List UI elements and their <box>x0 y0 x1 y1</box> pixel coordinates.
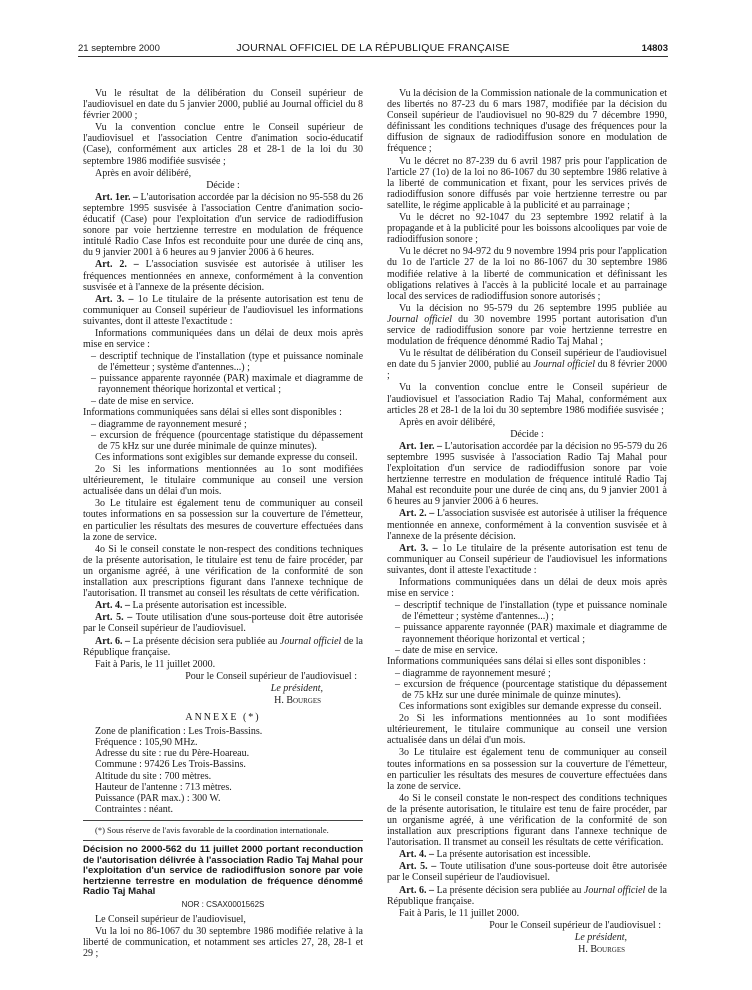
info-list <box>83 351 363 406</box>
paragraph: 3o Le titulaire est également tenu de communiquer au conseil toutes informations en sa possession sur la couverture de l'émetteur, en particulier les résultats des mesures de couverture effectuées dans la zone de service. <box>387 747 667 792</box>
decide-heading: Décide : <box>510 428 544 440</box>
list-item: – excursion de fréquence (pourcentage statistique du dépassement de 75 kHz sur une durée minimale de quinze minutes). <box>395 679 667 701</box>
decision-title: Décision no 2000-562 du 11 juillet 2000 portant reconduction de l'autorisation délivrée à l'association Radio Taj Mahal pour l'exploitation d'un service de radiodiffusion sonore par voie hertzienne terrestre en modulation de fréquence dénommé Radio Taj Mahal <box>83 843 364 898</box>
annex-item: Hauteur de l'antenne : 713 mètres. <box>95 781 232 793</box>
annex-footnote: (*) Sous réserve de l'avis favorable de la coordination internationale. <box>95 824 329 835</box>
article-4: Art. 4. – La présente autorisation est incessible. <box>399 849 591 861</box>
article-label: Art. 1er. – <box>95 191 138 203</box>
article-1: Art. 1er. – L'autorisation accordée par la décision no 95-579 du 26 septembre 1995 susvisée à l'association Radio Taj Mahal pour l'exploitation d'un service de radiodiffusion sonore par voie hertzienne terrestre en modulation de fréquence intitulé Radio Taj Mahal est reconduite pour une durée de cinq ans, du 9 janvier 2001 à 6 heures au 9 janvier 2006 à 6 heures. <box>387 440 667 508</box>
article-label: Art. 5. – <box>399 861 437 873</box>
paragraph: Le Conseil supérieur de l'audiovisuel, <box>95 913 246 925</box>
list-item: – puissance apparente rayonnée (PAR) maximale et diagramme de rayonnement théorique horizontal et vertical ; <box>395 622 667 644</box>
info-list <box>387 668 667 701</box>
header-title: JOURNAL OFFICIEL DE LA RÉPUBLIQUE FRANÇAISE <box>236 42 510 54</box>
signature-for: Pour le Conseil supérieur de l'audiovisuel : <box>185 670 357 682</box>
paragraph: Ces informations sont exigibles sur demande expresse du conseil. <box>95 452 358 463</box>
paragraph: 4o Si le conseil constate le non-respect des conditions techniques de la présente autorisation, le titulaire est tenu de faire procéder, par un organisme agréé, à une vérification de la conformité de son installation aux prescriptions figurant dans l'annexe technique de l'autorisation. Il transmet au conseil les résultats de cette vérification. <box>83 543 363 600</box>
signature-role: Le président, <box>270 682 323 694</box>
intro-paragraph: Vu le résultat de la délibération du Conseil supérieur de l'audiovisuel en date du 5 janvier 2000, publié au Journal officiel du 8 février 2000 ; <box>83 88 363 122</box>
signature-name: H. Bourges <box>274 694 321 706</box>
paragraph: Vu la loi no 86-1067 du 30 septembre 1986 modifiée relative à la liberté de communication, et notamment ses articles 27, 28, 28-1 et 29 ; <box>83 926 363 960</box>
article-label: Art. 4. – <box>95 600 130 612</box>
info-list <box>83 419 363 452</box>
decide-heading: Décide : <box>206 179 240 191</box>
intro-paragraph: Vu le décret no 87-239 du 6 avril 1987 pris pour l'application de l'article 27 (1o) de la loi no 86-1067 du 30 septembre 1986 relative à la liberté de communication et fixant, pour les services privés de radiodiffusion sonore diffusés par voie hertzienne terrestre ou par satellite, le régime applicable à la publicité et au parrainage ; <box>387 155 667 211</box>
nor-reference: NOR : CSAX0001562S <box>181 899 265 909</box>
article-label: Art. 3. – <box>399 542 438 554</box>
annex-title: ANNEXE (*) <box>185 712 261 724</box>
annex-item: Zone de planification : Les Trois-Bassins. <box>95 726 263 738</box>
info-list <box>387 600 667 655</box>
article-label: Art. 1er. – <box>399 440 442 452</box>
intro-paragraph: Vu la convention conclue entre le Conseil supérieur de l'audiovisuel et l'association Radio Taj Mahal, conformément aux articles 28 et 28-1 de la loi du 30 septembre 1986 modifiée susvisée ; <box>387 382 667 416</box>
article-label: Art. 4. – <box>399 849 434 861</box>
paragraph: 2o Si les informations mentionnées au 1o sont modifiées ultérieurement, le titulaire communique au conseil une version actualisée dans un délai d'un mois. <box>387 713 667 747</box>
article-6: Art. 6. – La présente décision sera publiée au Journal officiel de la République française. <box>83 635 363 658</box>
annex-item: Altitude du site : 700 mètres. <box>95 770 212 782</box>
article-label: Art. 6. – <box>95 635 131 647</box>
intro-paragraph: Vu le décret no 94-972 du 9 novembre 1994 pris pour l'application du 1o de l'article 27 de la loi no 86-1067 du 30 septembre 1986 modifiée relative à la liberté de communication et définissant les obligations relatives à l'accès à la publicité locale et au parrainage local des services de radiodiffusion sonore autorisés ; <box>387 246 667 302</box>
list-item: – descriptif technique de l'installation (type et puissance nominale de l'émetteur ; système d'antennes...) ; <box>395 600 667 622</box>
info-heading: Informations communiquées sans délai si elles sont disponibles : <box>387 655 646 667</box>
annex-list <box>83 726 363 815</box>
signature-name: H. Bourges <box>578 944 625 956</box>
article-2: Art. 2. – L'association susvisée est autorisée à utiliser la fréquence mentionnée en annexe, conformément à la convention susvisée et à l'annexe de la présente décision. <box>387 508 668 542</box>
article-6: Art. 6. – La présente décision sera publiée au Journal officiel de la République française. <box>387 884 667 907</box>
article-3: Art. 3. – 1o Le titulaire de la présente autorisation est tenu de communiquer au Conseil supérieur de l'audiovisuel les informations suivantes, dont il atteste l'exactitude : <box>387 542 668 576</box>
intro-paragraph: Vu le résultat de délibération du Conseil supérieur de l'audiovisuel en date du 5 janvier 2000, publié au Journal officiel du 8 février 2000 ; <box>387 348 667 382</box>
intro-paragraph: Après en avoir délibéré, <box>399 416 496 428</box>
list-item: – diagramme de rayonnement mesuré ; <box>395 668 667 679</box>
intro-paragraph: Vu le décret no 92-1047 du 23 septembre 1992 relatif à la propagande et à la publicité pour les boissons alcooliques par voie de radiodiffusion sonore ; <box>387 212 667 246</box>
page-header <box>78 40 668 57</box>
list-item: – date de mise en service. <box>395 645 667 656</box>
annex-item: Contraintes : néant. <box>95 803 174 815</box>
list-item: – excursion de fréquence (pourcentage statistique du dépassement de 75 kHz sur une durée minimale de quinze minutes). <box>91 430 363 452</box>
intro-paragraph: Vu la convention conclue entre le Conseil supérieur de l'audiovisuel et l'association Centre d'animation socio-éducatif (Case), conformément aux articles 28 et 28-1 de la loi du 30 septembre 1986 modifiée susvisée ; <box>83 122 363 167</box>
info-heading: Informations communiquées sans délai si elles sont disponibles : <box>83 406 342 418</box>
signature-block <box>83 671 363 706</box>
article-5: Art. 5. – Toute utilisation d'une sous-porteuse doit être autorisée par le Conseil supérieur de l'audiovisuel. <box>387 861 667 884</box>
intro-paragraph: Après en avoir délibéré, <box>95 167 192 179</box>
list-item: – descriptif technique de l'installation (type et puissance nominale de l'émetteur ; système d'antennes...) ; <box>91 351 363 373</box>
article-label: Art. 2. – <box>95 259 139 271</box>
annex-item: Commune : 97426 Les Trois-Bassins. <box>95 759 246 771</box>
article-label: Art. 3. – <box>95 293 134 305</box>
article-label: Art. 5. – <box>95 612 133 624</box>
left-column <box>83 88 363 960</box>
article-5: Art. 5. – Toute utilisation d'une sous-porteuse doit être autorisée par le Conseil supérieur de l'audiovisuel. <box>83 612 363 635</box>
article-label: Art. 2. – <box>399 508 435 520</box>
signature-date: Fait à Paris, le 11 juillet 2000. <box>399 907 520 919</box>
right-column <box>387 88 667 956</box>
signature-date: Fait à Paris, le 11 juillet 2000. <box>95 658 216 670</box>
article-4: Art. 4. – La présente autorisation est incessible. <box>95 600 287 612</box>
annex-item: Adresse du site : rue du Père-Hoareau. <box>95 748 250 760</box>
intro-paragraph: Vu la décision de la Commission nationale de la communication et des libertés no 87-23 du 6 mars 1987, modifiée par la décision du Conseil supérieur de l'audiovisuel no 90-829 du 7 décembre 1990, définissant les conditions techniques d'usage des fréquences pour la diffusion de signaux de radiodiffusion sonore en modulation de fréquence ; <box>387 88 667 155</box>
divider <box>83 840 363 841</box>
article-2: Art. 2. – L'association susvisée est autorisée à utiliser les fréquences mentionnées en annexe, conformément à la convention susvisée et à l'annexe de la présente décision. <box>83 259 364 293</box>
signature-role: Le président, <box>574 931 627 943</box>
paragraph: Ces informations sont exigibles sur demande expresse du conseil. <box>399 701 662 713</box>
paragraph: 4o Si le conseil constate le non-respect des conditions techniques de la présente autorisation, le titulaire est tenu de faire procéder, par un organisme agréé, à une vérification de la conformité de son installation aux prescriptions figurant dans l'annexe technique de l'autorisation. Il transmet au conseil les résultats de cette vérification. <box>387 792 667 849</box>
article-1: Art. 1er. – L'autorisation accordée par la décision no 95-558 du 26 septembre 1995 susvisée à l'association Centre d'animation socio-éducatif (Case) pour l'exploitation d'un service de radiodiffusion sonore par voie hertzienne terrestre en modulation de fréquence intitulé Radio Case Infos est reconduite pour une durée de cinq ans, du 9 janvier 2001 à 6 heures au 9 janvier 2006 à 6 heures. <box>83 191 363 259</box>
annex-item: Puissance (PAR max.) : 300 W. <box>95 792 221 804</box>
info-heading: Informations communiquées dans un délai de deux mois après mise en service : <box>387 577 667 600</box>
list-item: – puissance apparente rayonnée (PAR) maximale et diagramme de rayonnement théorique horizontal et vertical ; <box>91 373 363 395</box>
intro-paragraph: Vu la décision no 95-579 du 26 septembre 1995 publiée au Journal officiel du 30 novembre 1995 portant autorisation d'un service de radiodiffusion sonore par voie hertzienne terrestre en modulation de fréquence dénommé Radio Taj Mahal ; <box>387 302 667 348</box>
divider <box>83 820 363 821</box>
list-item: – diagramme de rayonnement mesuré ; <box>91 419 363 430</box>
signature-for: Pour le Conseil supérieur de l'audiovisuel : <box>489 919 661 931</box>
header-date: 21 septembre 2000 <box>78 43 160 54</box>
list-item: – date de mise en service. <box>91 396 363 407</box>
article-label: Art. 6. – <box>399 884 435 896</box>
paragraph: 3o Le titulaire est également tenu de communiquer au conseil toutes informations en sa possession sur la couverture de l'émetteur, en particulier les résultats des mesures de couverture effectuées dans la zone de service. <box>83 498 363 543</box>
header-page-number: 14803 <box>641 43 668 54</box>
article-3: Art. 3. – 1o Le titulaire de la présente autorisation est tenu de communiquer au Conseil supérieur de l'audiovisuel les informations suivantes, dont il atteste l'exactitude : <box>83 293 364 327</box>
info-heading: Informations communiquées dans un délai de deux mois après mise en service : <box>83 327 363 351</box>
signature-block <box>387 920 667 955</box>
paragraph: 2o Si les informations mentionnées au 1o sont modifiées ultérieurement, le titulaire communique au conseil une version actualisée dans un délai d'un mois. <box>83 464 363 498</box>
annex-item: Fréquence : 105,90 MHz. <box>95 737 198 749</box>
